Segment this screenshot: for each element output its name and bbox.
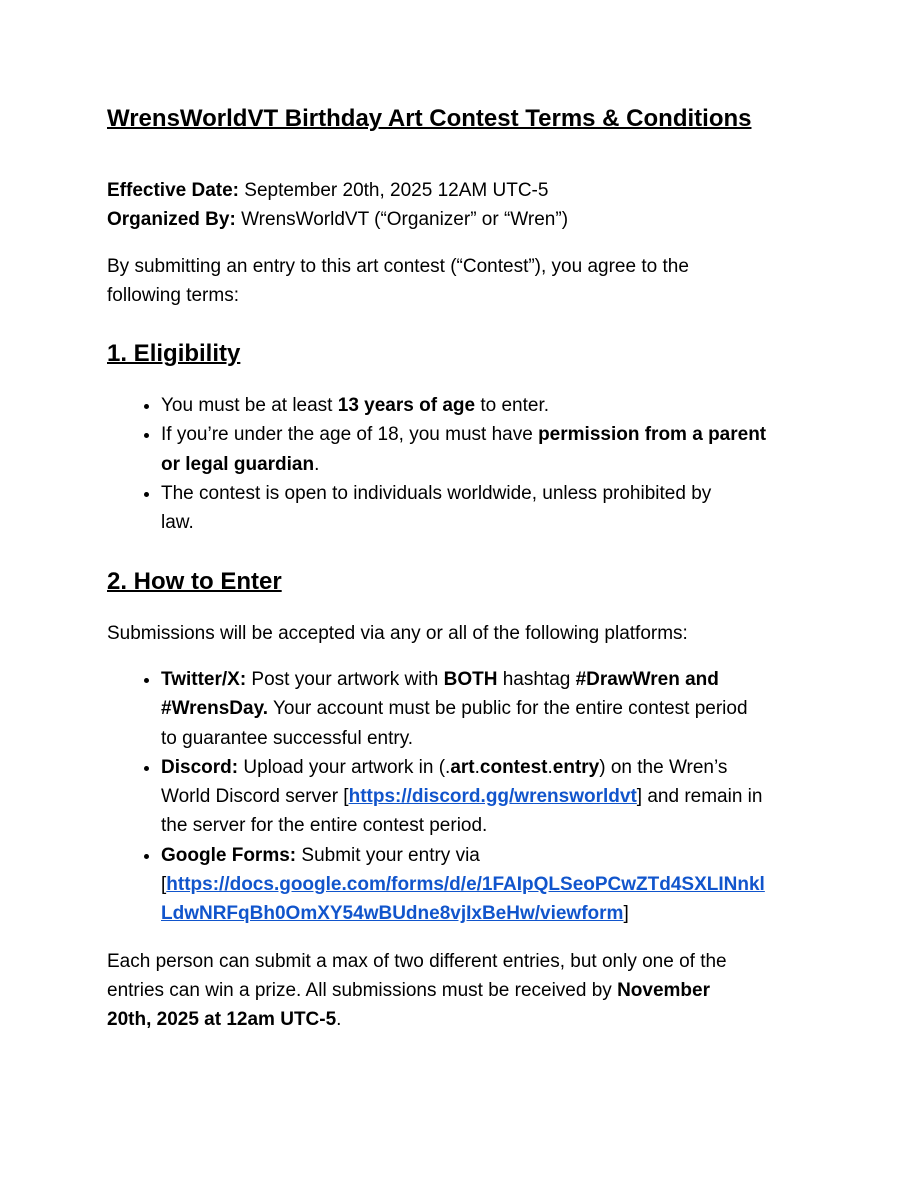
google-form-link[interactable]: https://docs.google.com/forms/d/e/1FAIpQLSeoPCwZTd4SXLINnkl [166, 874, 765, 896]
document-body [107, 176, 867, 1035]
discord-invite-link[interactable]: https://discord.gg/wrensworldvt [348, 786, 637, 808]
text-run: . [336, 1009, 342, 1031]
bold-text-run: permission from a parent [538, 424, 767, 446]
text-line [161, 391, 867, 420]
platforms-intro-paragraph [107, 619, 867, 648]
text-line [107, 281, 867, 310]
text-run: Upload your artwork in (. [238, 756, 451, 778]
text-line [161, 665, 867, 694]
text-run: law. [161, 512, 194, 534]
text-line [161, 724, 867, 753]
text-line [161, 782, 867, 811]
bold-text-run: or legal guardian [161, 453, 315, 475]
text-line [107, 976, 867, 1005]
bold-text-run: 13 years of age [337, 395, 476, 417]
list-item [161, 665, 867, 753]
text-line [107, 205, 867, 234]
text-line [161, 753, 867, 782]
text-line [107, 619, 867, 648]
text-run: hashtag [497, 668, 576, 690]
section-2-how-to-enter-heading: 2. How to Enter [107, 567, 282, 595]
text-line [161, 870, 867, 899]
text-run: to guarantee successful entry. [161, 727, 414, 749]
bold-text-run: Discord: [161, 756, 239, 778]
list-item [161, 391, 867, 420]
text-run: . [474, 756, 480, 778]
text-run: WrensWorldVT (“Organizer” or “Wren”) [235, 209, 569, 231]
bold-text-run: Twitter/X: [161, 668, 247, 690]
text-run: . [314, 453, 320, 475]
bold-text-run: November [617, 979, 710, 1001]
bold-text-run: entry [552, 756, 600, 778]
text-line [161, 899, 867, 928]
list-item [161, 479, 867, 538]
bold-text-run: BOTH [443, 668, 498, 690]
text-line [161, 450, 867, 479]
meta-paragraph [107, 176, 867, 235]
text-run: Submit your entry via [296, 844, 480, 866]
text-run: the server for the entire contest period. [161, 815, 488, 837]
bold-text-run: Google Forms: [161, 844, 297, 866]
text-run: following terms: [107, 284, 239, 306]
text-run: ] [623, 903, 629, 925]
text-run: By submitting an entry to this art contest (“Contest”), you agree to the [107, 255, 689, 277]
text-line [161, 508, 867, 537]
text-run: The contest is open to individuals worldwide, unless prohibited by [161, 483, 712, 505]
section-1-eligibility-heading: 1. Eligibility [107, 340, 241, 368]
text-run: Your account must be public for the entire contest period [268, 698, 748, 720]
text-run: September 20th, 2025 12AM UTC-5 [239, 180, 549, 201]
text-line [161, 694, 867, 723]
document-title: WrensWorldVT Birthday Art Contest Terms & Conditions [107, 105, 752, 132]
bold-text-run: Organized By: [107, 209, 236, 231]
text-run: [ [161, 874, 167, 896]
text-line [107, 176, 867, 205]
text-line [161, 841, 867, 870]
bold-text-run: art [450, 756, 475, 778]
bold-text-run: 20th, 2025 at 12am UTC-5 [107, 1009, 337, 1031]
text-run: ] and remain in [636, 786, 763, 808]
bold-text-run: contest [479, 756, 548, 778]
list-item [161, 841, 867, 929]
text-run: World Discord server [ [161, 786, 349, 808]
text-line [107, 1005, 867, 1034]
bold-text-run: #DrawWren and [575, 668, 719, 690]
text-run: to enter. [475, 395, 550, 417]
text-line [161, 811, 867, 840]
text-run: ) on the Wren’s [599, 756, 728, 778]
deadline-paragraph [107, 947, 867, 1035]
list-item [161, 753, 867, 841]
text-line [161, 420, 867, 449]
text-run: . [547, 756, 553, 778]
text-run: You must be at least [161, 395, 338, 417]
eligibility-list [107, 391, 867, 537]
text-line [107, 947, 867, 976]
text-line [161, 479, 867, 508]
text-line [107, 252, 867, 281]
text-run: Submissions will be accepted via any or all of the following platforms: [107, 622, 688, 644]
list-item [161, 420, 867, 479]
bold-text-run: #WrensDay. [161, 698, 269, 720]
text-run: If you’re under the age of 18, you must have [161, 424, 539, 446]
google-form-link[interactable]: LdwNRFqBh0OmXY54wBUdne8vjIxBeHw/viewform [161, 903, 624, 925]
platforms-list [107, 665, 867, 929]
text-run: Each person can submit a max of two different entries, but only one of the [107, 950, 727, 972]
bold-text-run: Effective Date: [107, 180, 239, 201]
document-content [107, 103, 867, 1052]
intro-paragraph [107, 252, 867, 311]
text-run: Post your artwork with [246, 668, 444, 690]
text-run: entries can win a prize. All submissions must be received by [107, 979, 618, 1001]
